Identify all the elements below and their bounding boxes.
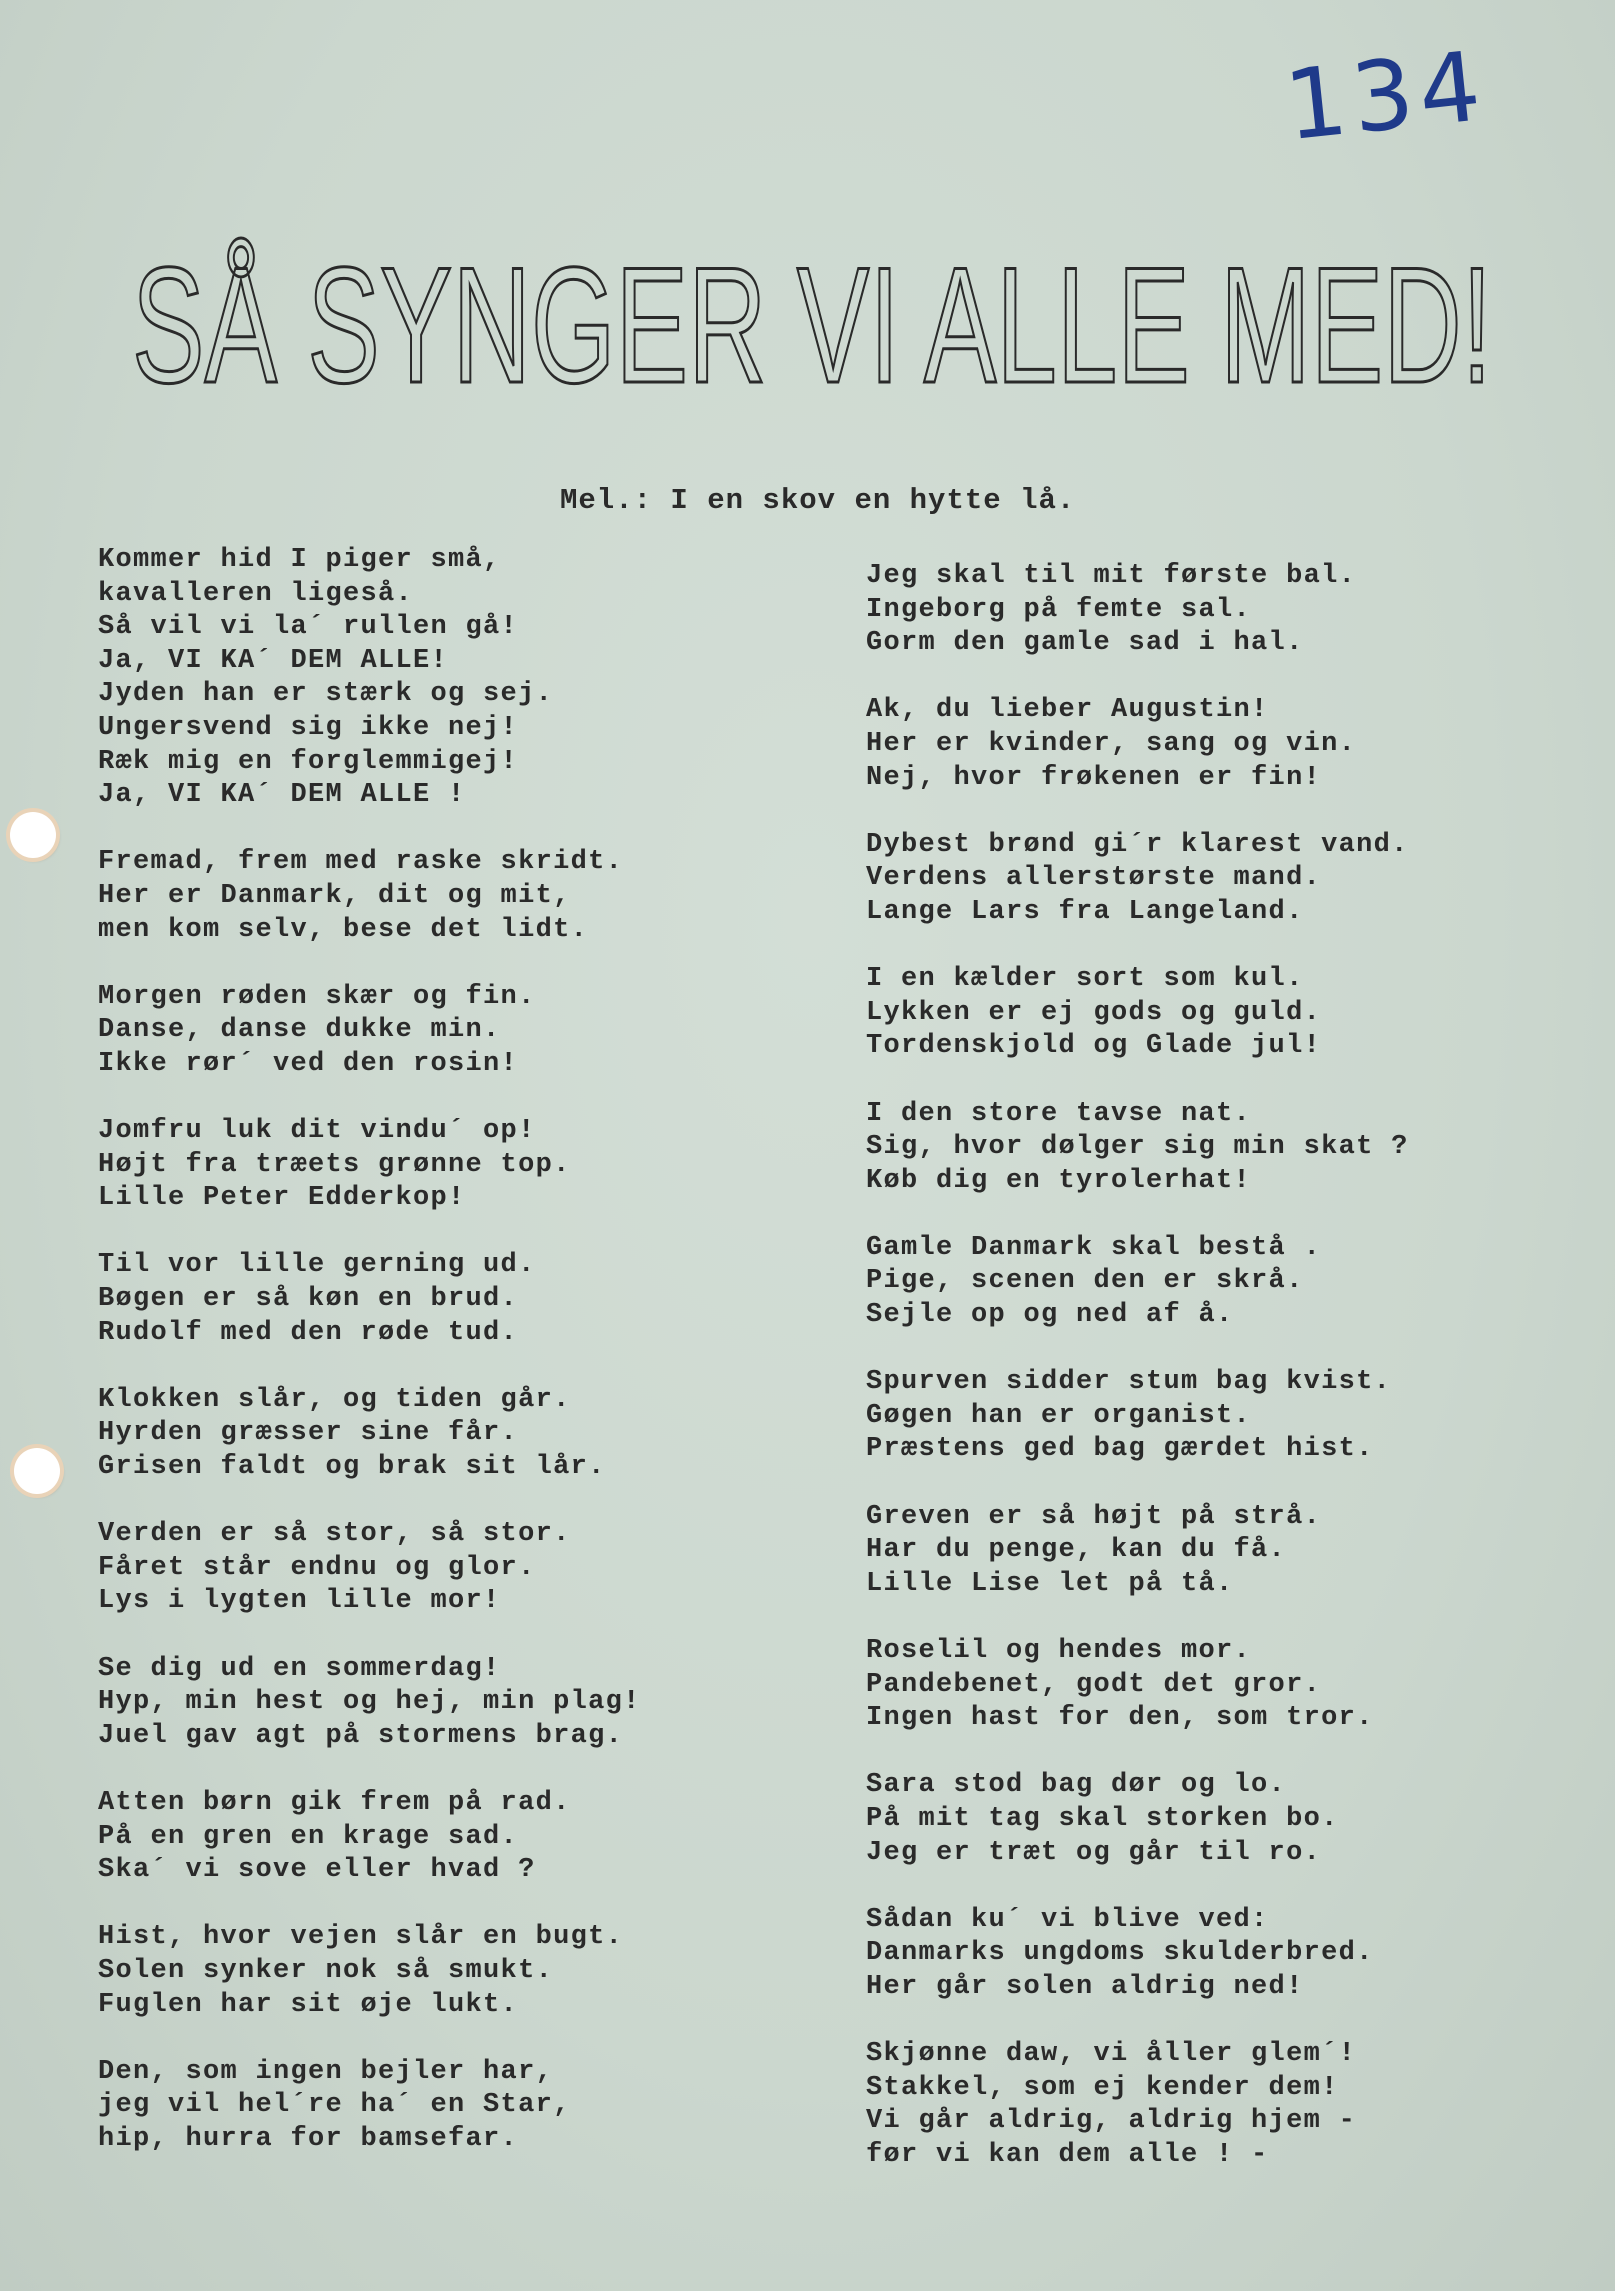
verse-line: Fuglen har sit øje lukt. <box>98 1989 519 2020</box>
stanza <box>866 694 1409 795</box>
stanza <box>98 1653 641 1754</box>
stanza-gap <box>98 1619 641 1653</box>
verse-line: Sejle op og ned af å. <box>866 1300 1234 1331</box>
verse-line: Juel gav agt på stormens brag. <box>98 1720 624 1751</box>
stanza-gap <box>866 1333 1409 1367</box>
verse-line: Verden er så stor, så stor. <box>98 1519 571 1550</box>
stanza <box>98 1787 641 1888</box>
stanza-gap <box>98 2022 641 2056</box>
stanza <box>866 1904 1409 2005</box>
stanza-gap <box>866 661 1409 695</box>
verse-line: Har du penge, kan du få. <box>866 1535 1287 1566</box>
song-title <box>112 230 1512 410</box>
verse-line: På en gren en krage sad. <box>98 1821 519 1852</box>
verse-line: Pige, scenen den er skrå. <box>866 1266 1304 1297</box>
verse-line: Jomfru luk dit vindu´ op! <box>98 1116 536 1147</box>
verse-line: Rudolf med den røde tud. <box>98 1317 519 1348</box>
stanza-gap <box>98 1888 641 1922</box>
stanza <box>866 829 1409 930</box>
stanza-gap <box>98 1082 641 1116</box>
stanza-gap <box>866 1601 1409 1635</box>
handwritten-page-number: 134 <box>1279 29 1492 163</box>
verse-line: Fåret står endnu og glor. <box>98 1552 536 1583</box>
verse-line: Her er kvinder, sang og vin. <box>866 728 1357 759</box>
verse-line: Grisen faldt og brak sit lår. <box>98 1452 606 1483</box>
stanza <box>98 1249 641 1350</box>
verse-line: Ræk mig en forglemmigej! <box>98 746 519 777</box>
verse-line: Klokken slår, og tiden går. <box>98 1384 571 1415</box>
verse-line: Ska´ vi sove eller hvad ? <box>98 1855 536 1886</box>
verse-line: Kommer hid I piger små, <box>98 545 501 575</box>
verse-line: Stakkel, som ej kender dem! <box>866 2072 1339 2103</box>
verse-line: Den, som ingen bejler har, <box>98 2056 554 2087</box>
punch-hole <box>10 812 56 858</box>
left-column <box>98 544 641 2157</box>
verse-line: Hyrden græsser sine får. <box>98 1418 519 1449</box>
stanza <box>866 1232 1409 1333</box>
verse-line: Her går solen aldrig ned! <box>866 1971 1304 2002</box>
verse-line: Ingen hast for den, som tror. <box>866 1703 1374 1734</box>
stanza <box>866 1769 1409 1870</box>
melody-line: Mel.: I en skov en hytte lå. <box>560 484 1076 517</box>
verse-line: I den store tavse nat. <box>866 1098 1252 1129</box>
stanza <box>866 560 1409 661</box>
stanza <box>98 846 641 947</box>
stanza-gap <box>866 1467 1409 1501</box>
verse-line: Skjønne daw, vi åller glem´! <box>866 2039 1357 2070</box>
stanza-gap <box>866 795 1409 829</box>
stanza <box>866 1501 1409 1602</box>
verse-line: Køb dig en tyrolerhat! <box>866 1165 1252 1196</box>
verse-line: I en kælder sort som kul. <box>866 964 1304 995</box>
verse-line: Fremad, frem med raske skridt. <box>98 847 624 878</box>
verse-line: Jeg skal til mit første bal. <box>866 561 1357 591</box>
verse-line: Nej, hvor frøkenen er fin! <box>866 762 1322 793</box>
verse-line: Bøgen er så køn en brud. <box>98 1284 519 1315</box>
verse-line: Sara stod bag dør og lo. <box>866 1770 1287 1801</box>
stanza-gap <box>866 1064 1409 1098</box>
stanza <box>98 544 641 813</box>
verse-line: Til vor lille gerning ud. <box>98 1250 536 1281</box>
verse-line: Gøgen han er organist. <box>866 1400 1252 1431</box>
verse-line: Jeg er træt og går til ro. <box>866 1837 1322 1868</box>
stanza <box>98 1921 641 2022</box>
verse-line: Ingeborg på femte sal. <box>866 594 1252 625</box>
verse-line: Gorm den gamle sad i hal. <box>866 628 1304 659</box>
verse-line: Ja, VI KA´ DEM ALLE! <box>98 645 449 676</box>
verse-line: Jyden han er stærk og sej. <box>98 679 554 710</box>
right-column <box>866 560 1409 2173</box>
verse-line: Sådan ku´ vi blive ved: <box>866 1904 1269 1935</box>
stanza-gap <box>98 947 641 981</box>
punch-hole <box>14 1448 60 1494</box>
stanza <box>866 1635 1409 1736</box>
verse-line: Hyp, min hest og hej, min plag! <box>98 1687 641 1718</box>
verse-line: Ak, du lieber Augustin! <box>866 695 1269 726</box>
verse-line: Hist, hvor vejen slår en bugt. <box>98 1922 624 1953</box>
verse-line: Tordenskjold og Glade jul! <box>866 1031 1322 1062</box>
stanza-gap <box>866 2005 1409 2039</box>
verse-line: Greven er så højt på strå. <box>866 1501 1322 1532</box>
title-text: SÅ SYNGER VI ALLE MED! <box>132 233 1492 410</box>
verse-line: Se dig ud en sommerdag! <box>98 1653 501 1684</box>
verse-line: Danse, danse dukke min. <box>98 1015 501 1046</box>
verse-line: Ja, VI KA´ DEM ALLE ! <box>98 780 466 811</box>
verse-line: Danmarks ungdoms skulderbred. <box>866 1938 1374 1969</box>
verse-line: Roselil og hendes mor. <box>866 1636 1252 1666</box>
stanza-gap <box>866 1736 1409 1770</box>
verse-line: Så vil vi la´ rullen gå! <box>98 612 519 643</box>
verse-line: Lange Lars fra Langeland. <box>866 896 1304 927</box>
verse-line: Pandebenet, godt det gror. <box>866 1669 1322 1700</box>
stanza-gap <box>98 813 641 847</box>
verse-line: Lykken er ej gods og guld. <box>866 997 1322 1028</box>
verse-line: hip, hurra for bamsefar. <box>98 2123 519 2154</box>
stanza <box>866 2038 1409 2172</box>
stanza <box>866 1098 1409 1199</box>
verse-line: før vi kan dem alle ! - <box>866 2139 1269 2170</box>
stanza-gap <box>866 1870 1409 1904</box>
stanza-gap <box>98 1216 641 1250</box>
verse-line: Solen synker nok så smukt. <box>98 1955 554 1986</box>
verse-line: På mit tag skal storken bo. <box>866 1803 1339 1834</box>
verse-line: Lille Peter Edderkop! <box>98 1183 466 1214</box>
stanza <box>866 963 1409 1064</box>
verse-line: Her er Danmark, dit og mit, <box>98 880 571 911</box>
stanza-gap <box>98 1485 641 1519</box>
verse-line: Dybest brønd gi´r klarest vand. <box>866 829 1409 860</box>
verse-line: Højt fra træets grønne top. <box>98 1149 571 1180</box>
stanza-gap <box>98 1350 641 1384</box>
verse-line: Verdens allerstørste mand. <box>866 863 1322 894</box>
verse-line: Ikke rør´ ved den rosin! <box>98 1048 519 1079</box>
verse-line: Gamle Danmark skal bestå . <box>866 1232 1322 1263</box>
stanza <box>98 2056 641 2157</box>
stanza-gap <box>98 1753 641 1787</box>
verse-line: Atten børn gik frem på rad. <box>98 1787 571 1818</box>
stanza <box>866 1366 1409 1467</box>
verse-line: Morgen røden skær og fin. <box>98 981 536 1012</box>
stanza <box>98 981 641 1082</box>
stanza-gap <box>866 930 1409 964</box>
verse-line: Vi går aldrig, aldrig hjem - <box>866 2106 1357 2137</box>
verse-line: kavalleren ligeså. <box>98 578 414 609</box>
verse-line: Spurven sidder stum bag kvist. <box>866 1367 1392 1398</box>
stanza <box>98 1384 641 1485</box>
stanza <box>98 1115 641 1216</box>
verse-line: Ungersvend sig ikke nej! <box>98 712 519 743</box>
stanza <box>98 1518 641 1619</box>
verse-line: men kom selv, bese det lidt. <box>98 914 589 945</box>
verse-line: Lille Lise let på tå. <box>866 1568 1234 1599</box>
stanza-gap <box>866 1198 1409 1232</box>
verse-line: jeg vil hel´re ha´ en Star, <box>98 2090 571 2121</box>
verse-line: Lys i lygten lille mor! <box>98 1586 501 1617</box>
verse-line: Præstens ged bag gærdet hist. <box>866 1434 1374 1465</box>
verse-line: Sig, hvor dølger sig min skat ? <box>866 1132 1409 1163</box>
